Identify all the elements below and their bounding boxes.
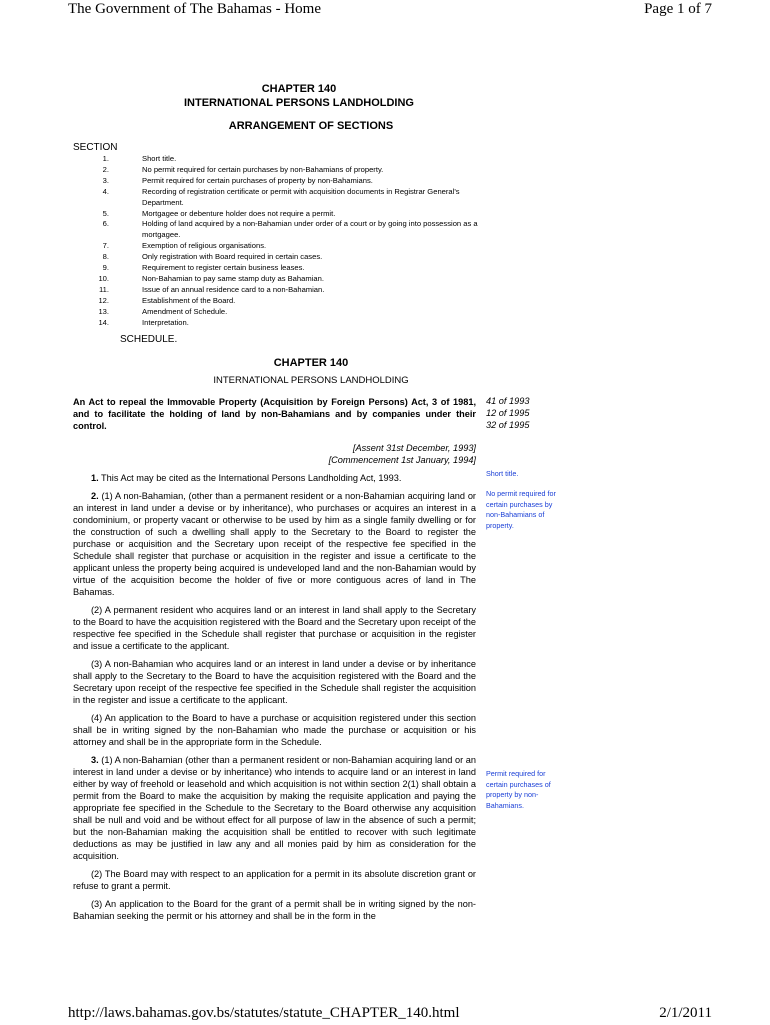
toc-item-title: Permit required for certain purchases of property by non-Bahamians. [142,175,373,185]
page-footer [0,1005,770,1025]
toc-item-number: 5. [102,208,109,218]
toc-item-title: Amendment of Schedule. [142,306,228,316]
amendment-2: 12 of 1995 [486,408,530,418]
commencement-line: [Commencement 1st January, 1994] [328,454,476,465]
toc-item-number: 6. [102,219,109,229]
act-name-heading-2: INTERNATIONAL PERSONS LANDHOLDING [213,374,409,386]
section-2-2: (2) A permanent resident who acquires land or an interest in land shall apply to the Secretary to the Board to have the acquisition registered with the Board and the Secretary upon receipt of the respective fee specified in the Schedule shall register that purchase or acquisition in the register and issue a certificate to the applicant. [73,604,476,651]
toc-item-number: 4. [102,186,109,196]
toc-item[interactable] [73,274,549,285]
toc-item-number: 14. [98,317,109,327]
section-3-1-text: (1) A non-Bahamian (other than a permanent resident or non-Bahamian acquiring land or an interest in land under a devise or by inheritance) who intends to acquire land or an interest in land either by way of freehold or leasehold and which acquisition is not within section 2(1) shall obtain a permit from the Board to make the acquisition by making the requisite application and paying the appropriate fee specified in the Schedule to the Secretary to the Board otherwise any acquisition shall be null and void and be without effect for all purpose of law in the absence of such a permit; but the non-Bahamian making the acquisition shall be entitled to recover with such legitimate deductions as may be justified in law any and all monies paid by him as consideration for the acquisition. [73,754,476,861]
toc-item[interactable] [73,296,549,307]
toc-item-title: Requirement to register certain business leases. [142,263,305,273]
assent-line: [Assent 31st December, 1993] [352,442,476,453]
toc-item[interactable] [73,307,549,318]
amending-acts [486,395,529,431]
toc-item-title: Establishment of the Board. [142,295,236,305]
toc-item[interactable] [73,165,549,176]
long-title: An Act to repeal the Immovable Property (Acquisition by Foreign Persons) Act, 3 of 1981, and to facilitate the holding of land by non-Bahamians and by companies under their control. [73,396,476,431]
footer-url[interactable]: http://laws.bahamas.gov.bs/statutes/statute_CHAPTER_140.html [68,1005,460,1021]
toc-item[interactable] [73,209,549,220]
page-number: Page 1 of 7 [644,1,712,17]
section-3-1 [73,754,476,862]
toc-item-number: 12. [98,295,109,305]
toc-item-title: Only registration with Board required in certain cases. [142,252,323,262]
toc-item[interactable] [73,318,549,329]
section-2-number: 2. [91,490,99,501]
toc-item-number: 11. [99,284,109,294]
toc-item[interactable] [73,263,549,274]
table-of-contents [73,154,549,329]
section-1-text: This Act may be cited as the International Persons Landholding Act, 1993. [98,472,402,483]
schedule-entry[interactable]: SCHEDULE. [120,333,178,345]
footer-date: 2/1/2011 [659,1005,712,1021]
header-title: The Government of The Bahamas - Home [68,1,321,17]
toc-item[interactable] [73,219,549,241]
section-2-4: (4) An application to the Board to have a purchase or acquisition registered under this section shall be in writing signed by the non-Bahamian who made the purchase or acquisition or his attorney and shall be in the appropriate form in the Schedule. [73,712,476,747]
toc-item-title: Recording of registration certificate or permit with acquisition documents in Registrar General's Department. [142,186,460,207]
toc-item[interactable] [73,241,549,252]
toc-item-title: Non-Bahamian to pay same stamp duty as Bahamian. [142,273,324,283]
toc-item-number: 8. [102,252,109,262]
toc-item[interactable] [73,187,549,209]
chapter-heading-2: CHAPTER 140 [273,356,349,369]
section-1 [73,472,476,484]
arrangement-heading: ARRANGEMENT OF SECTIONS [228,120,394,132]
toc-item-title: Exemption of religious organisations. [142,241,267,251]
toc-item-number: 1. [102,154,109,163]
toc-item-title: No permit required for certain purchases by non-Bahamians of property. [142,164,384,174]
toc-item-title: Issue of an annual residence card to a non-Bahamian. [142,284,325,294]
toc-item-title: Interpretation. [142,317,189,327]
toc-item-title: Mortgagee or debenture holder does not require a permit. [142,208,336,218]
section-2-3: (3) A non-Bahamian who acquires land or an interest in land under a devise or by inheritance shall apply to the Secretary to the Board to have the acquisition registered with the Board and the Secretary upon receipt of the respective fee specified in the Schedule shall register the acquisition in the register and issue a certificate to the applicant. [73,658,476,705]
toc-item[interactable] [73,252,549,263]
toc-item[interactable] [73,176,549,187]
toc-item-title: Holding of land acquired by a non-Bahamian under order of a court or by going into possession as a mortgagee. [142,219,478,240]
toc-item-number: 9. [102,263,109,273]
section-3-2: (2) The Board may with respect to an application for a permit in its absolute discretion grant or refuse to grant a permit. [73,868,476,891]
margin-note-permit-required[interactable]: Permit required for certain purchases of property by non-Bahamians. [486,769,551,810]
margin-note-no-permit[interactable]: No permit required for certain purchases by non-Bahamians of property. [486,489,556,530]
toc-item-number: 7. [102,241,109,251]
toc-item-number: 10. [98,273,109,283]
margin-note-short-title[interactable]: Short title. [486,469,519,478]
toc-item-number: 3. [102,175,109,185]
section-3-3: (3) An application to the Board for the grant of a permit shall be in writing signed by the non-Bahamian seeking the permit or his attorney and shall be in the form in the [73,898,476,921]
amendment-3: 32 of 1995 [486,420,530,430]
chapter-heading: CHAPTER 140 [261,83,337,95]
toc-item-number: 2. [102,164,109,174]
page-header [0,0,770,22]
section-2-1-text: (1) A non-Bahamian, (other than a permanent resident or a non-Bahamian acquiring land or an interest in land under a devise or by inheritance), who purchases or acquires an interest in a condominium, or property vacant or otherwise to be used by him as a single family dwelling or for the construction of such a dwelling shall apply to the Secretary to the Board to register the purchase or acquisition and the Secretary upon receipt of the respective fee specified in the Schedule shall register that purchase or acquisition in the register and issue a certificate to the applicant unless the property being acquired is undeveloped land and the non-Bahamian would by virtue of the acquisition become the holder of five or more contiguous acres of land in The Bahamas. [73,490,476,597]
section-2-1 [73,490,476,598]
assent-date [73,442,476,466]
toc-item-number: 13. [98,306,109,316]
section-3-number: 3. [91,754,99,765]
section-1-number: 1. [91,472,99,483]
document-body [73,82,549,922]
toc-item-title: Short title. [142,154,177,163]
toc-item[interactable] [73,285,549,296]
act-name-heading: INTERNATIONAL PERSONS LANDHOLDING [184,97,414,109]
toc-item[interactable] [73,154,549,165]
section-label: SECTION [73,142,118,153]
amendment-1: 41 of 1993 [486,396,530,406]
